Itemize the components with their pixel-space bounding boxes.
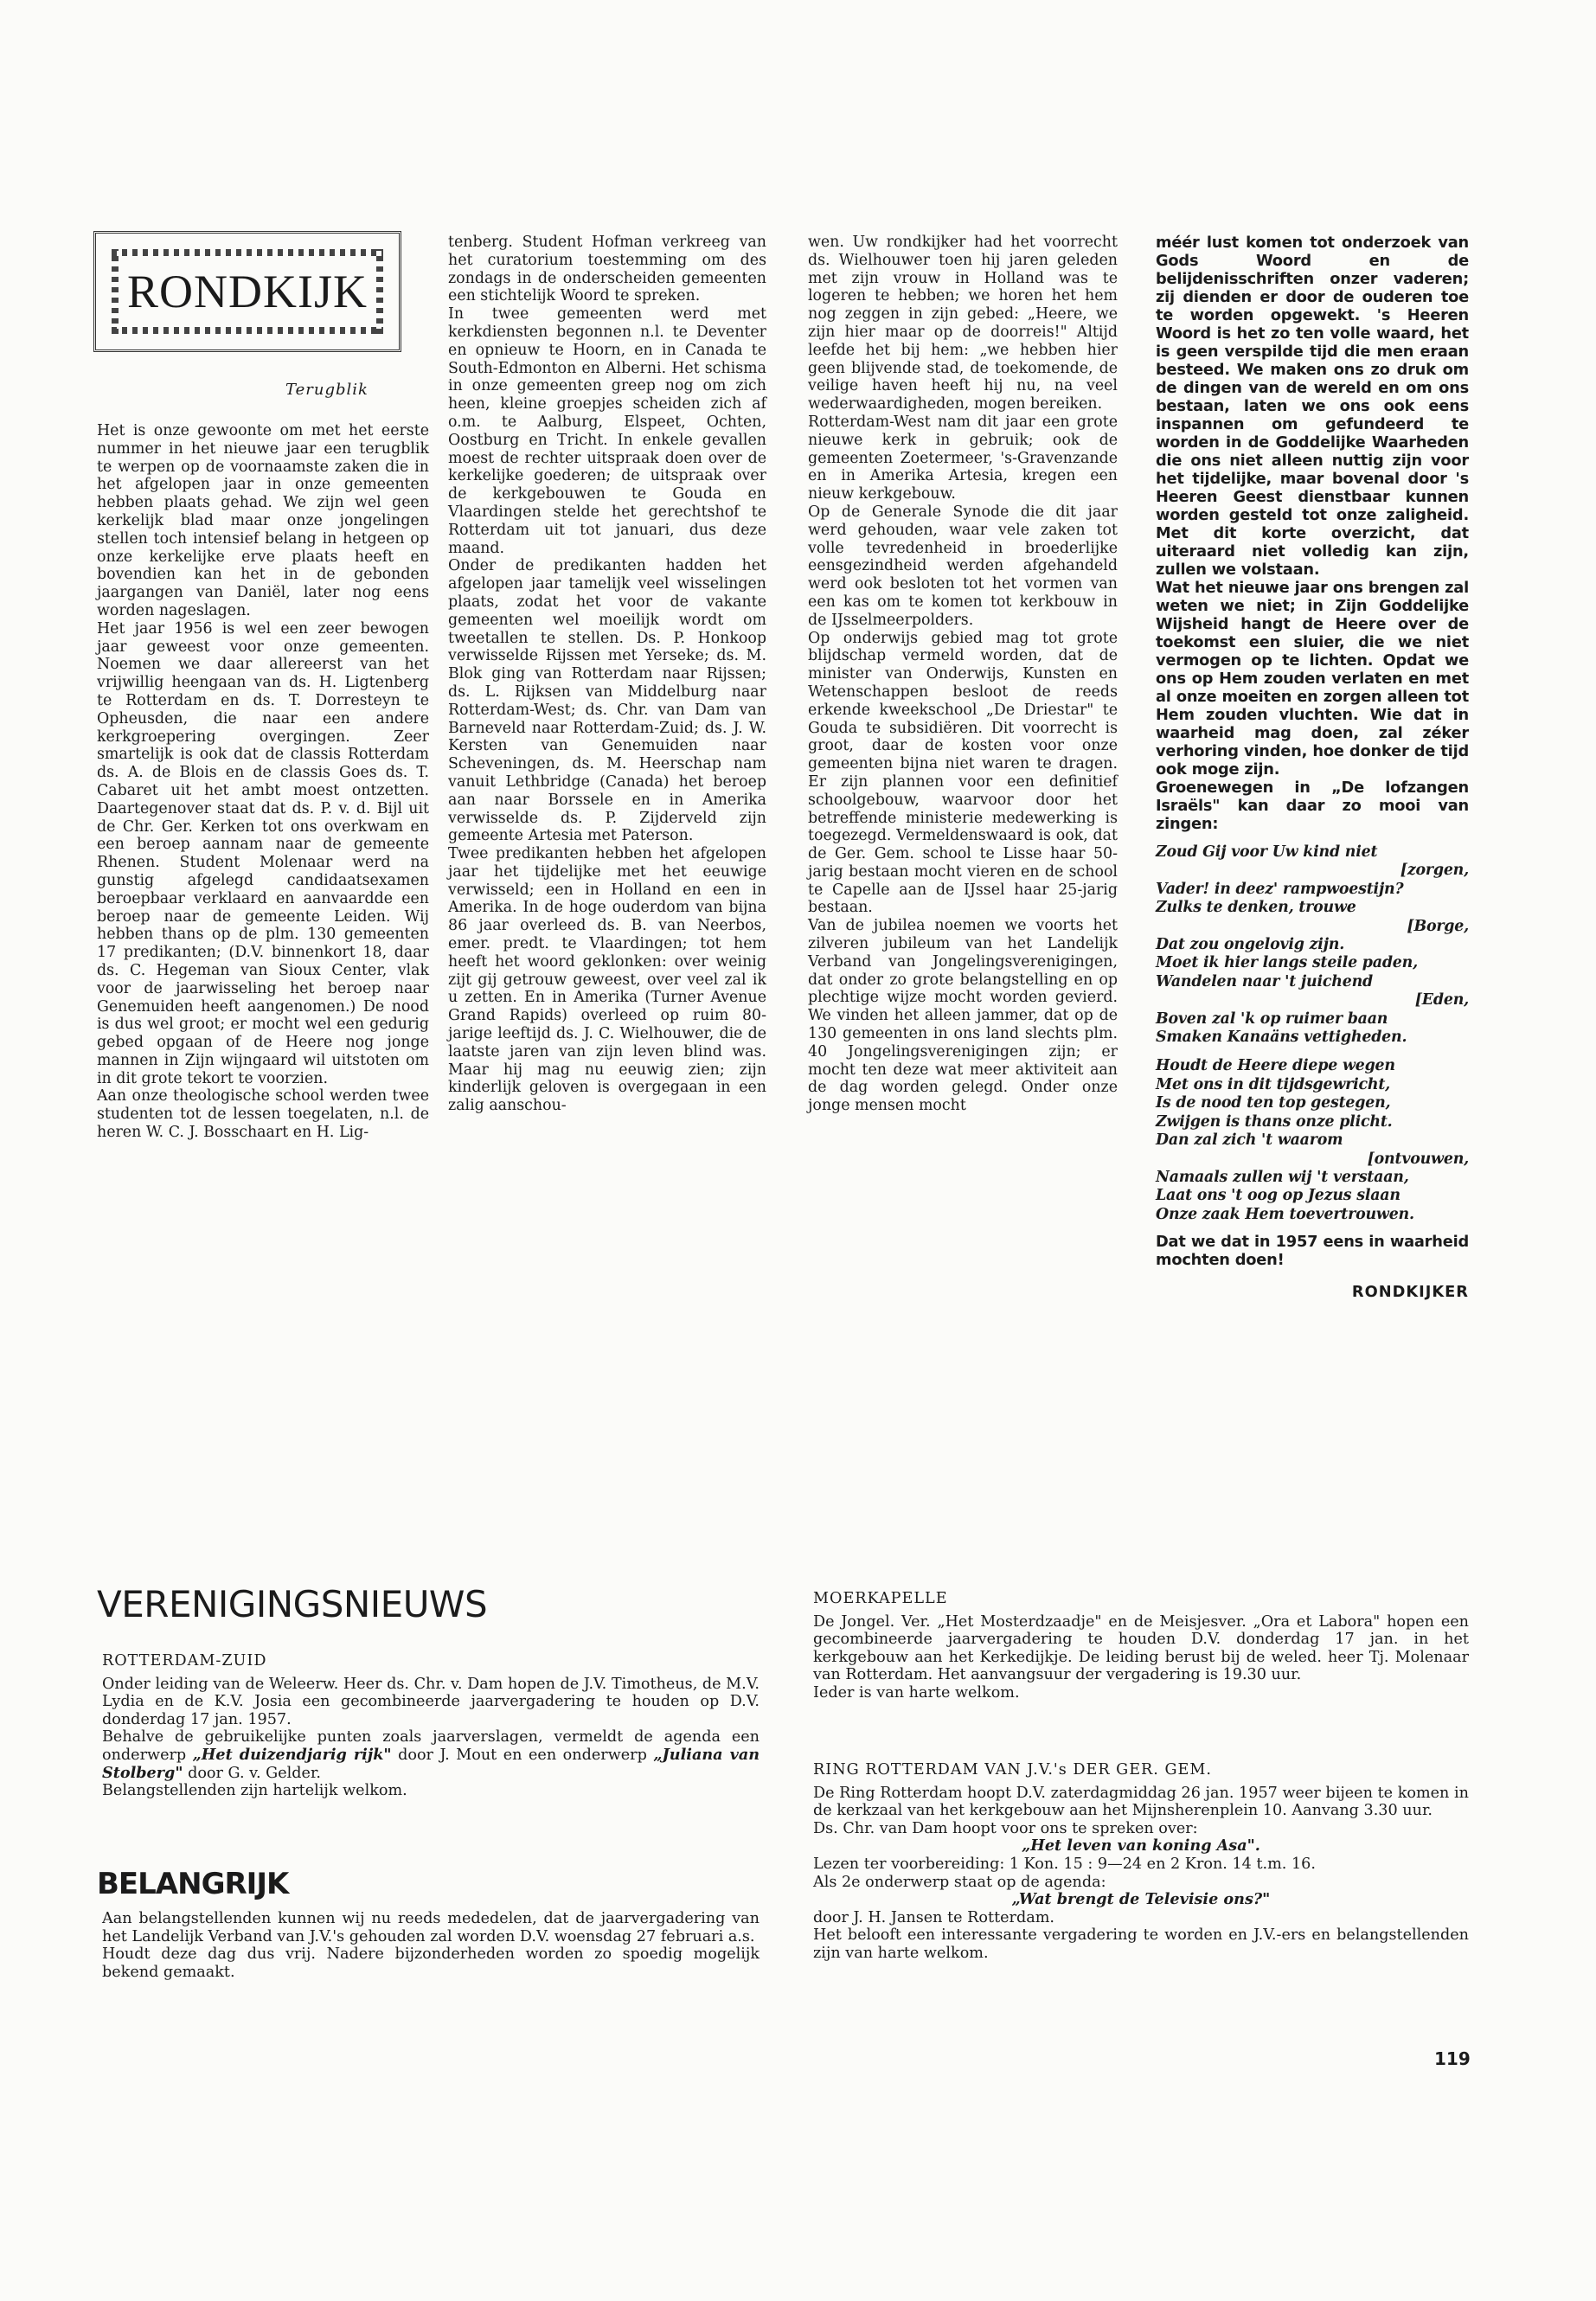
paragraph: Rotterdam-West nam dit jaar een grote nieuwe kerk in gebruik; ook de gemeenten Zoetermeer, 's-Gravenzande en in Amerika Artesia, kregen een nieuw kerkgebouw.	[808, 413, 1118, 503]
paragraph: Op de Generale Synode die dit jaar werd gehouden, waar vele zaken tot volle tevredenheid in broederlijke eensgezindheid werden afgehandeld werd ook besloten tot het vormen van een kas om te komen tot kerkbouw in de IJsselmeerpolders.	[808, 503, 1118, 629]
poem-stanza-1	[1156, 843, 1469, 1047]
paragraph: Van de jubilea noemen we voorts het zilveren jubileum van het Landelijk Verband van Jongelingsverenigingen, dat onder zo grote belangstelling en op plechtige wijze mocht worden gevierd. We vinden het alleen jammer, dat op de 130 gemeenten in ons land slechts plm. 40 Jongelingsverenigingen zijn; er mocht ten deze wat meer aktiviteit aan de dag worden gelegd. Onder onze jonge mensen mocht	[808, 917, 1118, 1115]
poem-line: [Borge,	[1407, 917, 1469, 935]
paragraph: Ds. Chr. van Dam hoopt voor ons te spreken over:	[813, 1819, 1198, 1837]
paragraph: De Jongel. Ver. „Het Mosterdzaadje" en de Meisjesver. „Ora et Labora" hopen een gecombineerde jaarvergadering te houden D.V. donderdag 17 jan. in het kerkgebouw aan het Kerkedijkje. De leiding berust bij de weled. heer Tj. Molenaar van Rotterdam. Het aanvangsuur der vergadering is 19.30 uur.	[813, 1612, 1469, 1684]
news-moerkapelle	[813, 1590, 1469, 1702]
news-rotterdam-zuid	[102, 1652, 760, 1800]
paragraph: Het is onze gewoonte om met het eerste nummer in het nieuwe jaar een terugblik te werpen op de voornaamste zaken die in het afgelopen jaar in onze gemeenten hebben plaats gehad. We zijn wel geen kerkelijk blad maar onze jongelingen stellen toch intensief belang in hetgeen op onze kerkelijke erve plaats heeft en bovendien kan het in de gebonden jaargangen van Daniël, later nog eens worden nageslagen.	[97, 422, 429, 619]
paragraph: Wat het nieuwe jaar ons brengen zal weten we niet; in Zijn Goddelijke Wijsheid hangt de Heere over de toekomst een sluier, die we niet vermogen op te lichten. Opdat we ons op Hem zouden verlaten en met al onze moeiten en zorgen alleen tot Hem zouden vluchten. Wie dat in waarheid mag doen, zal zéker verhoring vinden, hoe donker de tijd ook moge zijn.	[1156, 579, 1469, 779]
section-title-belangrijk: BELANGRIJK	[97, 1867, 289, 1901]
text-span: door G. v. Gelder.	[183, 1764, 322, 1782]
paragraph: door J. H. Jansen te Rotterdam.	[813, 1908, 1054, 1926]
article-column-4	[1156, 234, 1469, 1301]
paragraph: Groenewegen in „De lofzangen Israëls" kan daar zo mooi van zingen:	[1156, 779, 1469, 833]
news-belangrijk	[102, 1910, 760, 1981]
paragraph: Het jaar 1956 is wel een zeer bewogen jaar geweest voor onze gemeenten. Noemen we daar allereerst van het vrijwillig heengaan van ds. H. Ligtenberg te Rotterdam en ds. T. Dorresteyn te Opheusden, die naar een andere kerkgroepering overgingen. Zeer smartelijk is ook dat de classis Rotterdam ds. A. de Blois en de classis Goes ds. T. Cabaret uit het ambt moest ontzetten. Daartegenover staat dat ds. P. v. d. Bijl uit de Chr. Ger. Kerken tot ons overkwam en een beroep aannam naar de gemeente Rhenen. Student Molenaar werd na gunstig afgelegd candidaatsexamen beroepbaar verklaard en aanvaardde een beroep naar de gemeente Leiden. Wij hebben thans op de plm. 130 gemeenten 17 predikanten; (D.V. binnenkort 18, daar ds. C. Hegeman van Sioux Center, vlak voor de jaarwisseling het beroep naar Genemuiden heeft aangenomen.) De nood is dus wel groot; er mocht wel een gedurig gebed opgaan of de Heere nog jonge mannen in Zijn wijngaard wil uitstoten om in dit grote tekort te voorzien.	[97, 619, 429, 1087]
page-number: 119	[1434, 2048, 1471, 2069]
topic-title: „Juliana van Stolberg"	[102, 1745, 760, 1782]
closing-paragraph: Dat we dat in 1957 eens in waarheid mochten doen!	[1156, 1233, 1469, 1270]
paragraph: In twee gemeenten werd met kerkdiensten begonnen n.l. te Deventer en opnieuw te Hoorn, en in Canada te South-Edmonton en Alberni. Het schisma in onze gemeenten greep nog om zich heen, kleine groepjes scheiden zich af o.m. te Aalburg, Elspeet, Ochten, Oostburg en Tricht. In enkele gevallen moest de rechter uitspraak doen over de kerkelijke goederen; de uitspraak over de kerkgebouwen te Gouda en Vlaardingen stelde het gerechtshof te Rotterdam uit tot januari, dus deze maand.	[448, 305, 766, 557]
text-span: Behalve de gebruikelijke punten zoals jaarverslagen, vermeldt de agenda een onderwerp	[102, 1728, 760, 1764]
poem-line: Laat ons 't oog op Jezus slaan	[1156, 1187, 1401, 1205]
article-column-3	[808, 234, 1118, 1115]
poem-line: Smaken Kanaäns vettigheden.	[1156, 1029, 1407, 1047]
paragraph: Aan belangstellenden kunnen wij nu reeds mededelen, dat de jaarvergadering van het Landelijk Verband van J.V.'s gehouden zal worden D.V. woensdag 27 februari a.s.	[102, 1910, 760, 1945]
paragraph: Houdt deze dag dus vrij. Nadere bijzonderheden worden zo spoedig mogelijk bekend gemaakt.	[102, 1945, 760, 1981]
paragraph: Op onderwijs gebied mag tot grote blijdschap vermeld worden, dat de minister van Onderwijs, Kunsten en Wetenschappen besloot de reeds erkende kweekschool „De Driestar" te Gouda te subsidiëren. Dit voorrecht is groot, daar de kosten voor onze gemeenten bijna niet waren te dragen. Er zijn plannen voor een definitief schoolgebouw, waarvoor door het betreffende ministerie medewerking is toegezegd. Vermeldenswaard is ook, dat de Ger. Gem. school te Lisse haar 50-jarig bestaan mocht vieren en de school te Capelle aan de IJssel haar 25-jarig bestaan.	[808, 629, 1118, 917]
paragraph: Aan onze theologische school werden twee studenten tot de lessen toegelaten, n.l. de heren W. C. J. Bosschaart en H. Lig-	[97, 1087, 429, 1142]
news-label: RING ROTTERDAM VAN J.V.'s DER GER. GEM.	[813, 1761, 1212, 1779]
paragraph: Het belooft een interessante vergadering te worden en J.V.-ers en belangstellenden zijn van harte welkom.	[813, 1926, 1469, 1962]
poem-line: [zorgen,	[1400, 862, 1469, 880]
poem-line: Dan zal zich 't waarom	[1156, 1131, 1343, 1150]
paragraph: Twee predikanten hebben het afgelopen jaar het tijdelijke met het eeuwige verwisseld; een in Holland en een in Amerika. In de hoge ouderdom van bijna 86 jaar overleed ds. B. van Neerbos, emer. predt. te Vlaardingen; tot hem heeft het woord geklonken: over weinig zijt gij getrouw geweest, over veel zal ik u zetten. En in Amerika (Turner Avenue Grand Rapids) overleed op ruim 80-jarige leeftijd ds. J. C. Wielhouwer, die de laatste jaren van zijn leven blind was. Maar hij mag nu eeuwig zien; zijn kinderlijk geloven is overgegaan in een zalig aanschou-	[448, 845, 766, 1115]
poem-line: Is de nood ten top gestegen,	[1156, 1094, 1391, 1112]
article-column-2	[448, 234, 766, 1115]
paragraph: Onder de predikanten hadden het afgelopen jaar tamelijk veel wisselingen plaats, zodat het voor de vakante gemeenten wel moeilijk wordt om tweetallen te stellen. Ds. P. Honkoop verwisselde Rijssen met Yerseke; ds. M. Blok ging van Rotterdam naar Rijssen; ds. L. Rijksen van Middelburg naar Rotterdam-West; ds. Chr. van Dam van Barneveld naar Rotterdam-Zuid; ds. J. W. Kersten van Genemuiden naar Scheveningen, ds. M. Heerschap nam vanuit Lethbridge (Canada) het beroep aan naar Borssele en in Amerika verwisselde ds. P. Zijderveld zijn gemeente Artesia met Paterson.	[448, 557, 766, 845]
topic-title: „Het duizendjarig rijk"	[192, 1745, 392, 1764]
news-ring-rotterdam	[813, 1761, 1469, 1963]
poem-stanza-2	[1156, 1057, 1469, 1224]
text-span: door J. Mout en een onderwerp	[391, 1746, 654, 1764]
news-label: ROTTERDAM-ZUID	[102, 1652, 267, 1670]
topic-title: „Het leven van koning Asa".	[1022, 1836, 1260, 1856]
paragraph: tenberg. Student Hofman verkreeg van het curatorium toestemming om des zondags in de onderscheiden gemeenten een stichtelijk Woord te spreken.	[448, 234, 766, 305]
section-title-verenigingsnieuws: VERENIGINGSNIEUWS	[97, 1583, 488, 1625]
poem-line: Boven zal 'k op ruimer baan	[1156, 1009, 1388, 1028]
poem-line: Onze zaak Hem toevertrouwen.	[1156, 1205, 1414, 1223]
paragraph: wen. Uw rondkijker had het voorrecht ds. Wielhouwer toen hij jaren geleden met zijn vrouw in Holland was te logeren te hebben; we horen het hem nog zeggen in zijn gebed: „Heere, we zijn hier maar op de doorreis!" Altijd leefde het bij hem: „we hebben hier geen blijvende stad, de toekomende, de veilige haven heeft hij nu, na veel wederwaardigheden, mogen bereiken.	[808, 234, 1118, 413]
paragraph: méér lust komen tot onderzoek van Gods Woord en de belijdenisschriften onzer vaderen; zij dienden er door de ouderen toe te worden opgewekt. 's Heeren Woord is het zo ten volle waard, het is geen verspilde tijd die men eraan besteed. We maken ons zo druk om de dingen van de wereld en om ons bestaan, laten we ons ook eens inspannen om gefundeerd te worden in de Goddelijke Waarheden die ons niet alleen nuttig zijn voor het tijdelijke, maar bovenal door 's Heeren Geest dienstbaar kunnen worden gesteld tot onze zaligheid. Met dit korte overzicht, dat uiteraard niet volledig kan zijn, zullen we volstaan.	[1156, 234, 1469, 579]
paragraph: Ieder is van harte welkom.	[813, 1683, 1020, 1702]
poem-line: Namaals zullen wij 't verstaan,	[1156, 1168, 1409, 1186]
poem-line: Dat zou ongelovig zijn.	[1156, 936, 1345, 954]
article-column-1	[97, 422, 429, 1142]
paragraph: Als 2e onderwerp staat op de agenda:	[813, 1873, 1106, 1891]
paragraph: Lezen ter voorbereiding: 1 Kon. 15 : 9—24 en 2 Kron. 14 t.m. 16.	[813, 1855, 1316, 1873]
rondkijk-title-box	[93, 231, 401, 352]
news-label: MOERKAPELLE	[813, 1590, 948, 1607]
poem-line: Met ons in dit tijdsgewricht,	[1156, 1075, 1391, 1093]
ornamental-border	[103, 240, 392, 343]
poem-line: Houdt de Heere diepe wegen	[1156, 1057, 1395, 1075]
paragraph: Onder leiding van de Weleerw. Heer ds. Chr. v. Dam hopen de J.V. Timotheus, de M.V. Lydia en de K.V. Josia een gecombineerde jaarvergadering te houden op D.V. donderdag 17 jan. 1957.	[102, 1675, 760, 1728]
poem-line: Vader! in deez' rampwoestijn?	[1156, 880, 1404, 898]
paragraph: De Ring Rotterdam hoopt D.V. zaterdagmiddag 26 jan. 1957 weer bijeen te komen in de kerkzaal van het kerkgebouw aan het Mijnsherenplein 10. Aanvang 3.30 uur.	[813, 1784, 1469, 1820]
poem-line: Zoud Gij voor Uw kind niet	[1156, 843, 1378, 861]
poem-line: [Eden,	[1414, 991, 1469, 1009]
poem-line: [ontvouwen,	[1367, 1150, 1469, 1168]
poem-line: Zulks te denken, trouwe	[1156, 899, 1356, 917]
section-title-rondkijk: RONDKIJK	[127, 266, 368, 317]
paragraph: Belangstellenden zijn hartelijk welkom.	[102, 1782, 407, 1800]
poem-line: Moet ik hier langs steile paden,	[1156, 954, 1418, 972]
topic-title: „Wat brengt de Televisie ons?"	[1011, 1890, 1271, 1909]
poem-line: Zwijgen is thans onze plicht.	[1156, 1112, 1393, 1131]
subtitle-terugblik: Terugblik	[285, 381, 369, 399]
poem-line: Wandelen naar 't juichend	[1156, 972, 1373, 990]
signature: RONDKIJKER	[1351, 1283, 1469, 1302]
paragraph	[102, 1728, 760, 1782]
